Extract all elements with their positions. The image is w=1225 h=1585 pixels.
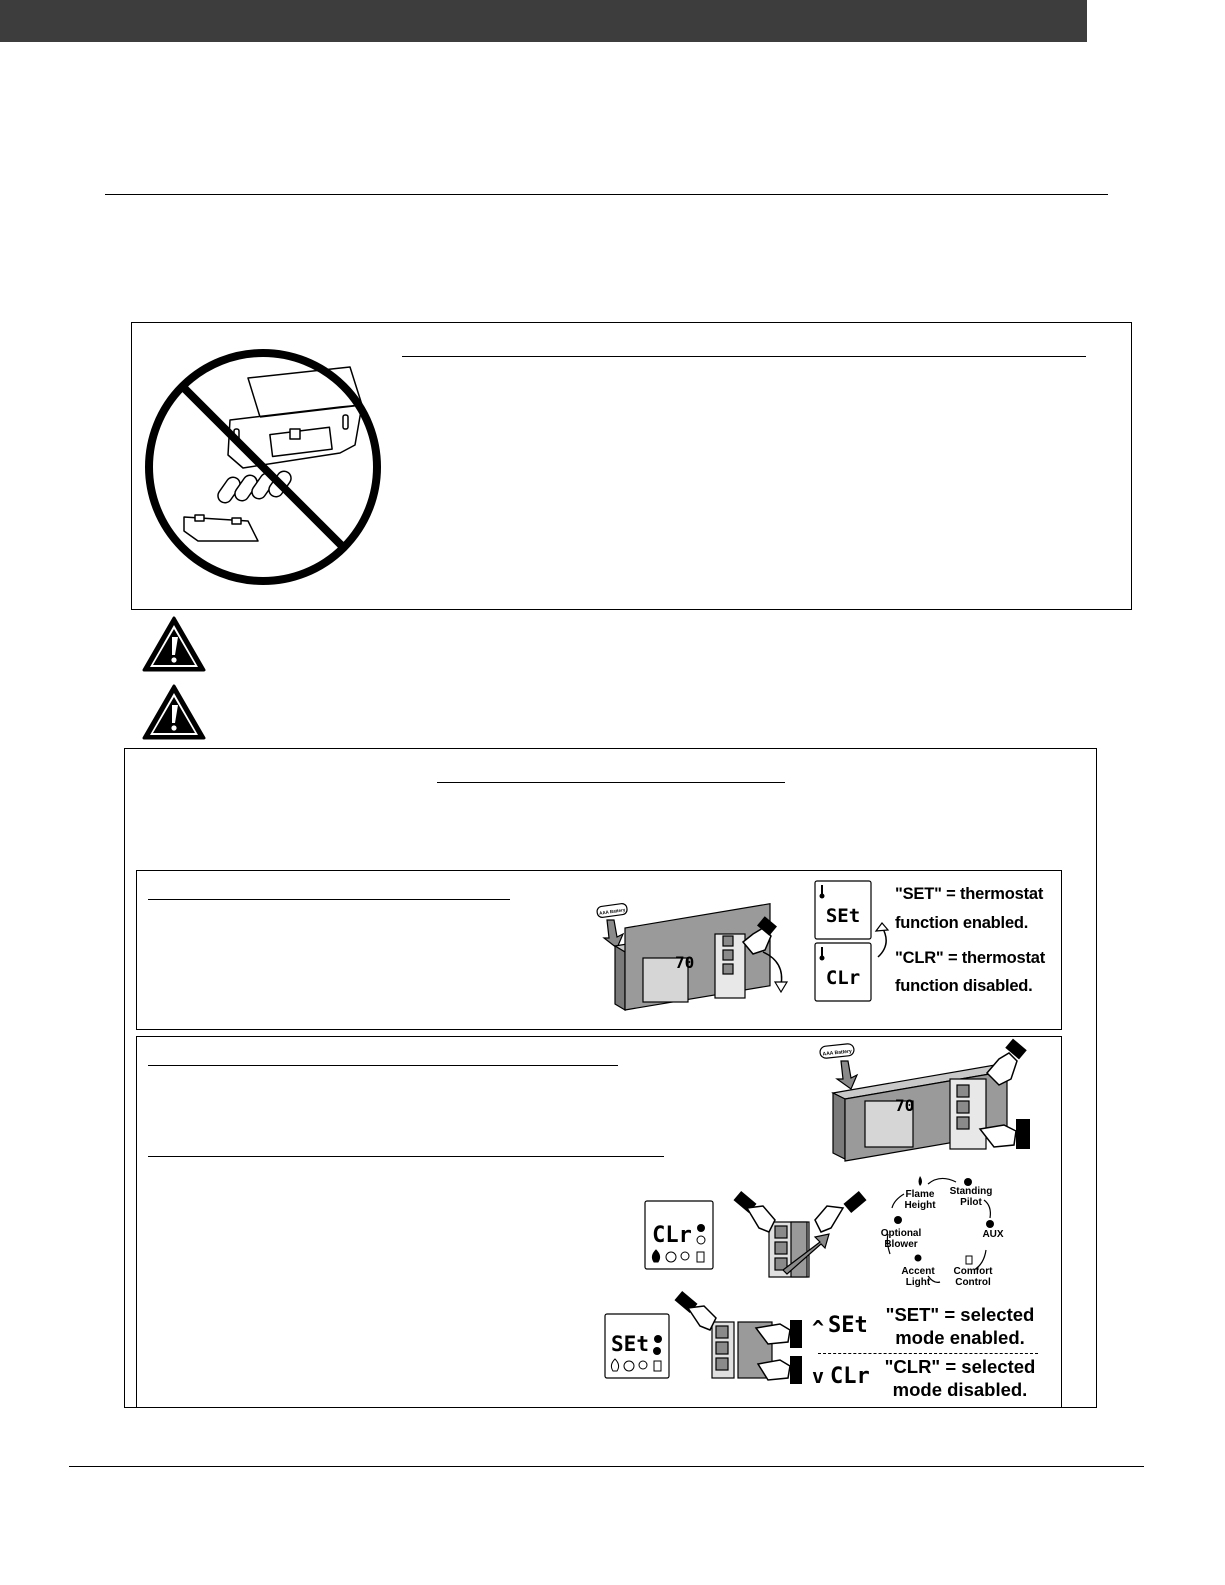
panel-heading-rule [402,356,1086,357]
mode-label-accent-light: Accent Light [901,1266,935,1288]
lcd-set-label: SEt [828,1313,868,1338]
flame-icon [919,1176,923,1186]
fan-icon [964,1178,972,1186]
bulb-icon [915,1255,922,1262]
header-bar [0,0,1087,42]
selected-mode-set-caption-2: mode enabled. [895,1327,1025,1348]
hand-pointer-icon [674,1291,716,1330]
dashed-divider [818,1353,1038,1354]
arrow-up-glyph: ^ [812,1316,825,1340]
selected-mode-set-caption-1: "SET" = selected [885,1304,1035,1325]
warning-icon [141,683,207,741]
arrow-down-glyph: v [812,1364,825,1388]
lcd-set-text: SEt [825,905,861,927]
hand-pointer-icon [987,1039,1027,1085]
section-rule [105,194,1108,195]
panel-title-rule [437,782,785,783]
lcd-clr-label: CLr [830,1364,870,1389]
section-heading-rule [148,899,510,900]
battery-label: AAA Battery [598,907,626,916]
fan-icon [894,1216,902,1224]
thermostat-clr-caption-1: "CLR" = thermostat [895,949,1046,967]
lcd-temperature: 70 [675,953,695,972]
lcd-mode-set-display [604,1313,670,1379]
warning-icon [141,615,207,673]
battery-label: AAA Battery [822,1048,853,1058]
section-heading-rule [148,1065,618,1066]
mode-label-optional-blower: Optional Blower [880,1228,922,1250]
prohibition-icon [140,345,390,590]
lcd-mode-clr-display [644,1200,714,1270]
mode-label-comfort-control: Comfort Control [953,1266,993,1288]
mode-label-flame-height: Flame Height [904,1189,936,1211]
section-heading-rule [148,1156,664,1157]
lcd-set-text: SEt [611,1332,649,1356]
mode-label-aux: AUX [982,1229,1004,1240]
hand-pointer-icon [733,1191,775,1232]
updown-button-illustration [672,1294,807,1384]
footer-rule [69,1466,1144,1467]
lcd-clr-text: CLr [652,1223,692,1248]
lcd-set-display [814,880,872,940]
remote-mode-illustration [815,1035,1040,1165]
lcd-temperature: 70 [895,1096,915,1115]
thermostat-set-caption-1: "SET" = thermostat [895,885,1044,903]
remote-battery-illustration [595,900,785,1020]
lcd-clr-display [814,942,872,1002]
hand-pointer-icon [815,1191,867,1232]
selected-mode-clr-caption-2: mode disabled. [892,1379,1028,1400]
lcd-clr-text: CLr [825,967,861,989]
mode-button-illustration [725,1192,865,1282]
thermostat-clr-caption-2: function disabled. [895,977,1033,995]
thermostat-set-caption-2: function enabled. [895,914,1029,932]
mode-label-standing-pilot: Standing Pilot [949,1186,993,1208]
selected-mode-clr-caption-1: "CLR" = selected [884,1356,1036,1377]
